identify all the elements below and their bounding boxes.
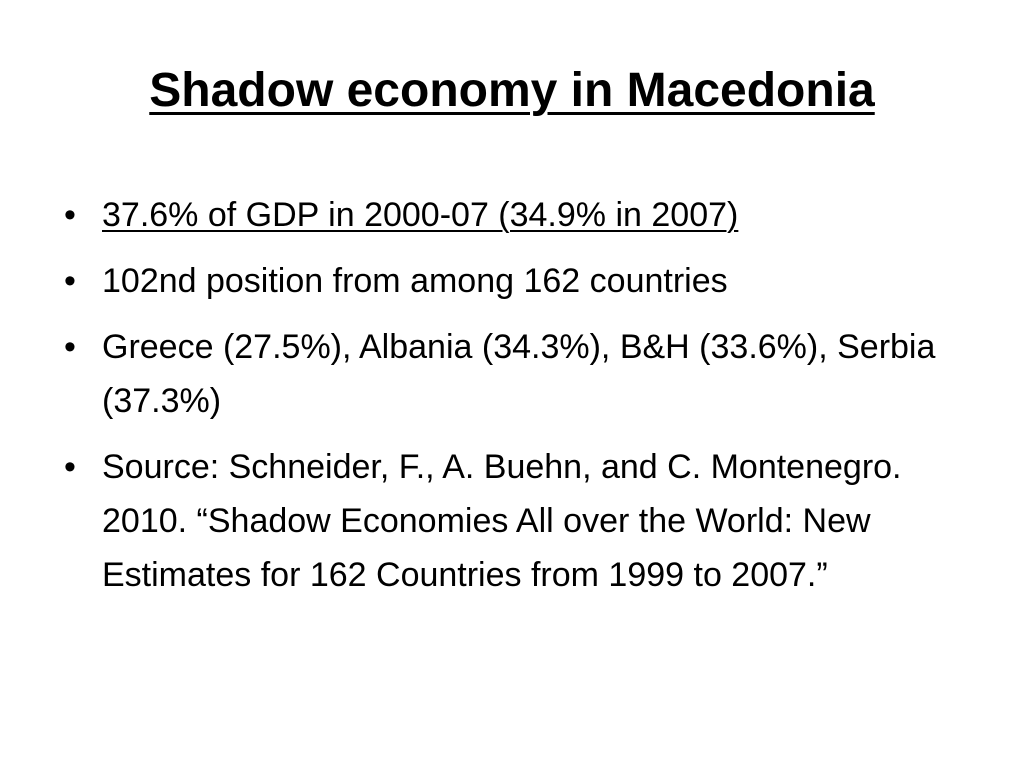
bullet-text-gdp-share: 37.6% of GDP in 2000-07 (34.9% in 2007): [102, 196, 739, 234]
bullet-text-source: Source: Schneider, F., A. Buehn, and C. Montenegro. 2010. “Shadow Economies All over the World: New Estimates for 162 Countries from 1999 to 2007.”: [102, 448, 902, 594]
bullet-icon: •: [64, 328, 76, 366]
bullet-item-source: [60, 440, 980, 602]
bullet-text-ranking: 102nd position from among 162 countries: [102, 262, 728, 300]
bullet-icon: •: [64, 448, 76, 486]
bullet-item-ranking: [60, 254, 980, 308]
bullet-icon: •: [64, 262, 76, 300]
bullet-item-gdp-share: [60, 188, 980, 242]
bullet-item-comparison: [60, 320, 980, 428]
bullet-list: [60, 188, 980, 614]
slide-title: Shadow economy in Macedonia: [149, 64, 875, 117]
bullet-text-comparison: Greece (27.5%), Albania (34.3%), B&H (33.6%), Serbia (37.3%): [102, 328, 936, 420]
bullet-icon: •: [64, 196, 76, 234]
